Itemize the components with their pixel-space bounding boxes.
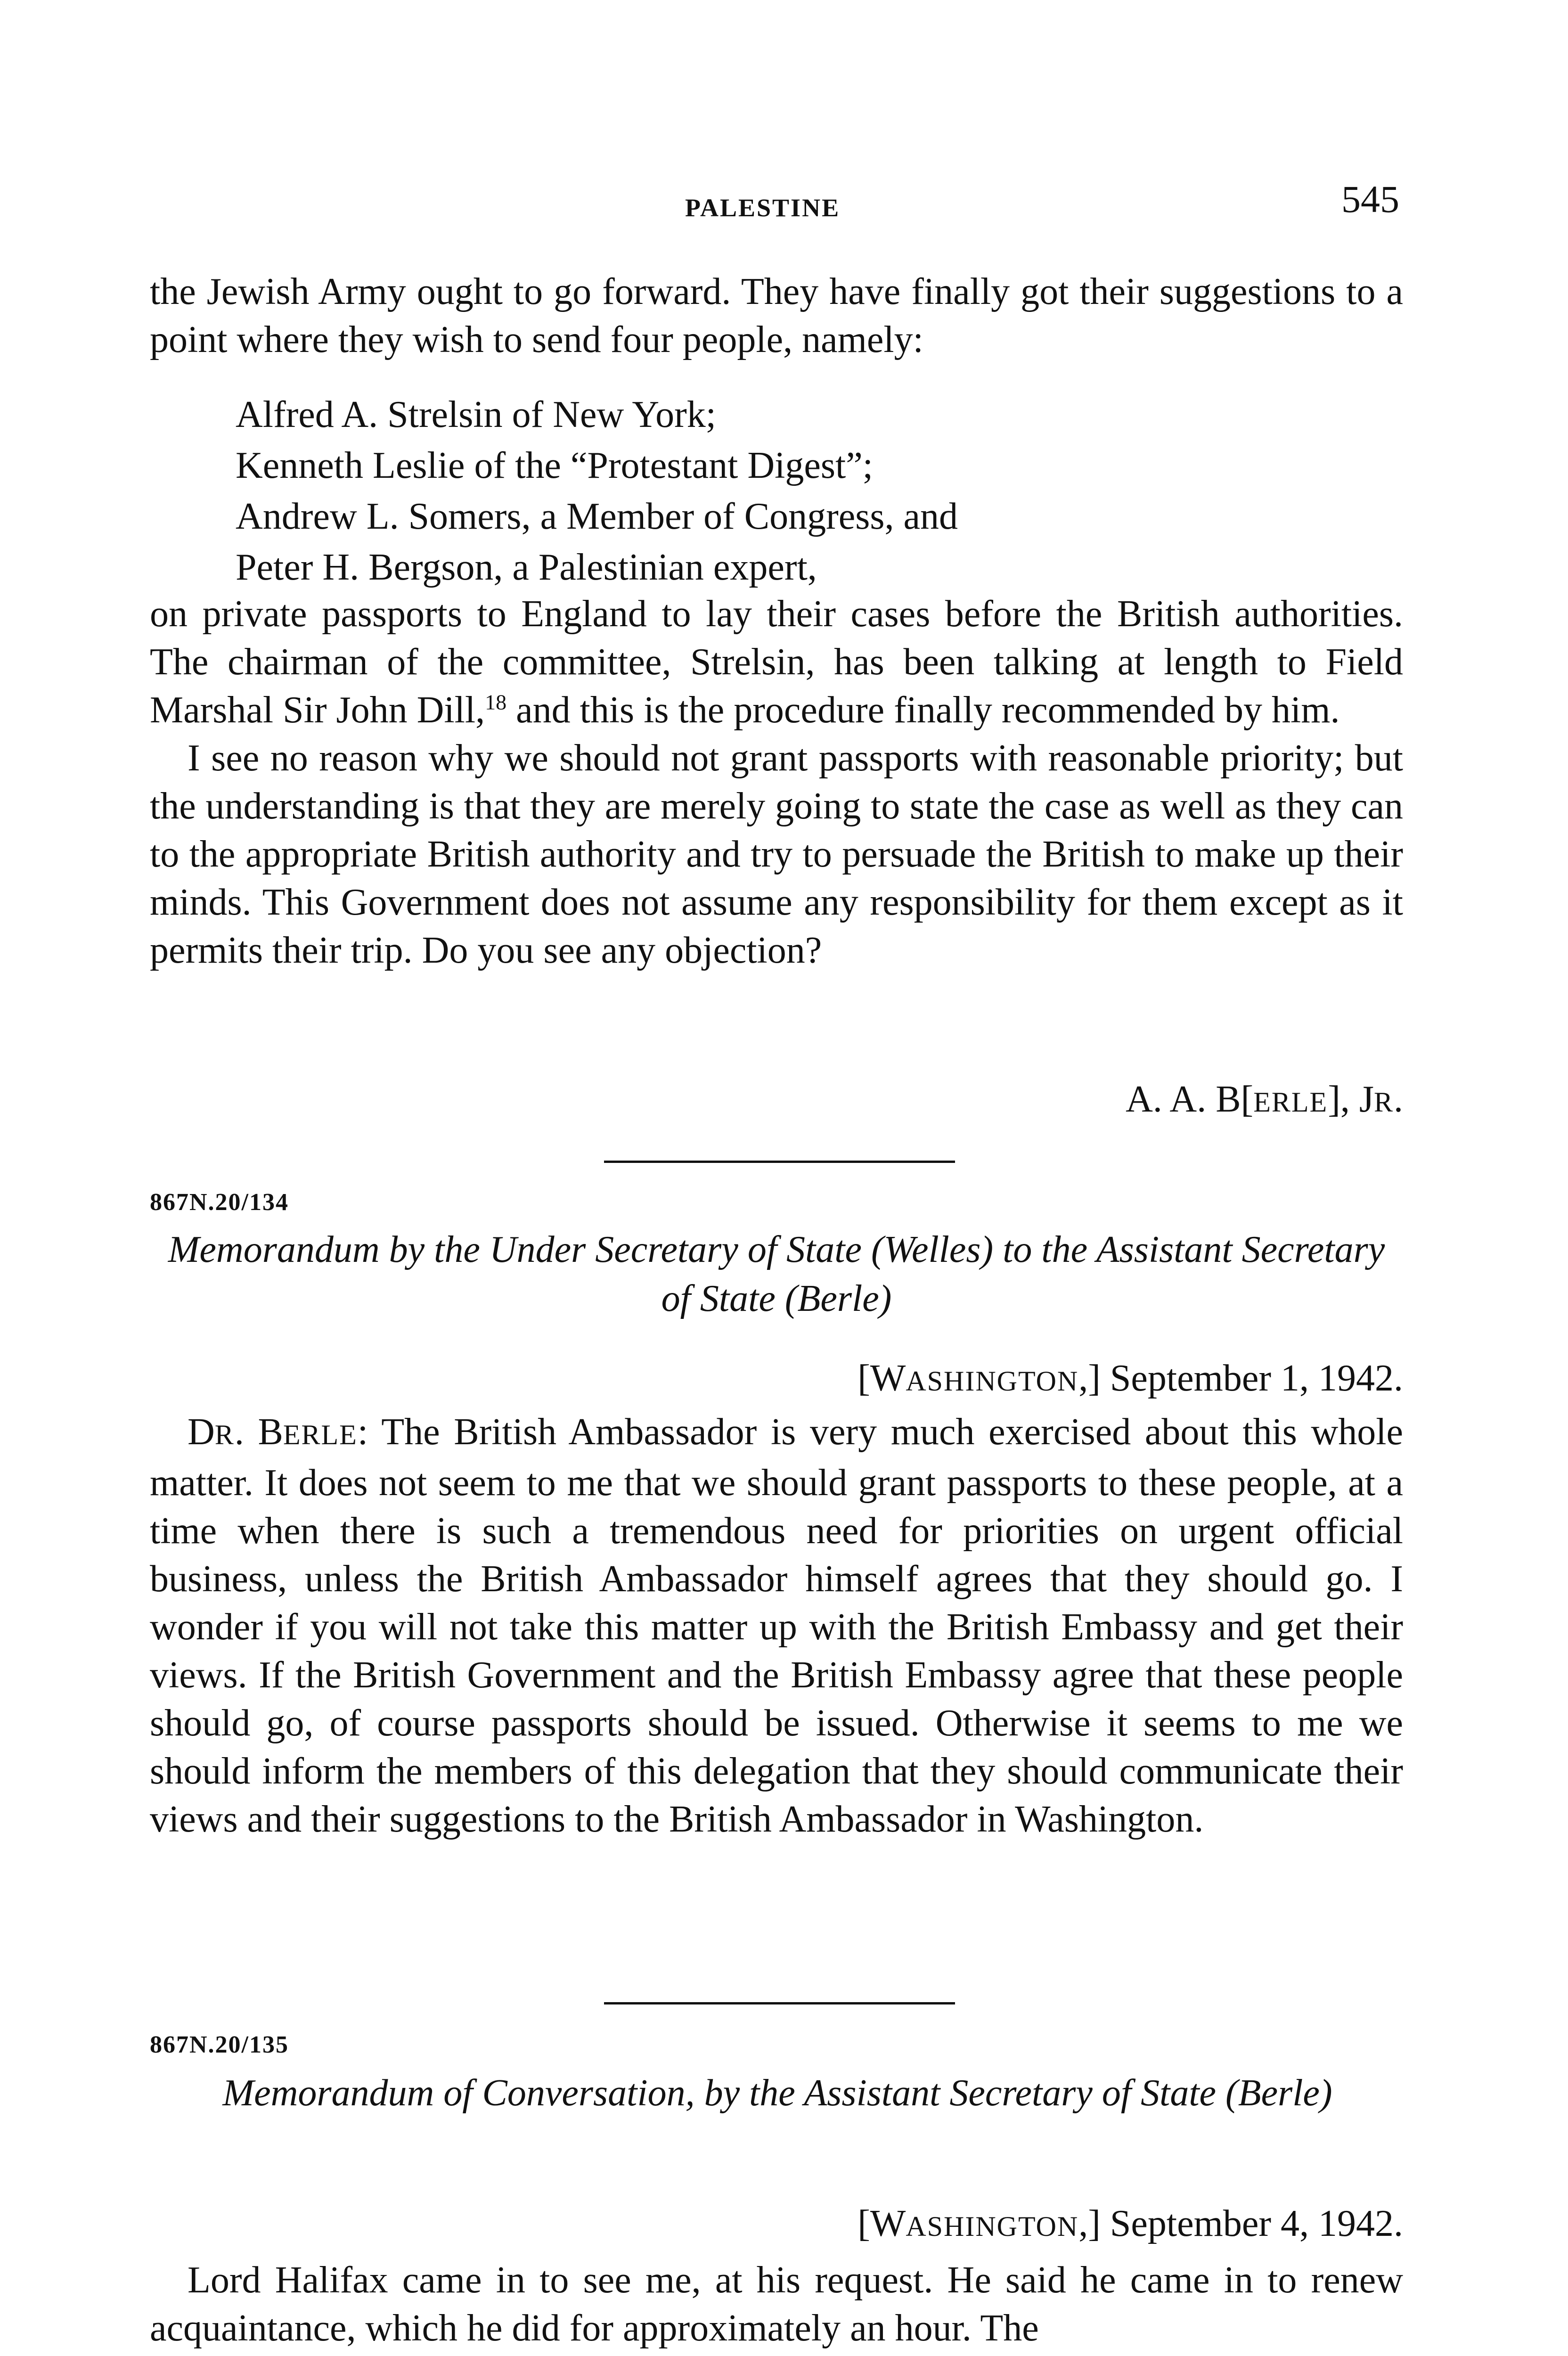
memo-paragraph (150, 1408, 1403, 1843)
salutation-d-sc: R (214, 1419, 235, 1450)
list-item: Peter H. Bergson, a Palestinian expert, (236, 547, 817, 588)
signature-suffix-sc: R (1373, 1087, 1394, 1118)
signature-suffix: ], J (1328, 1079, 1374, 1120)
dateline-date: ,] September 1, 1942. (1078, 1358, 1403, 1399)
signature-surname: ERLE (1253, 1087, 1328, 1118)
intro-paragraph (150, 268, 1403, 364)
memo-body (150, 1408, 1403, 1843)
page-number: 545 (1341, 178, 1399, 221)
delegation-names-list (236, 389, 958, 593)
dateline (858, 1357, 1403, 1400)
continuation-text (150, 590, 1403, 734)
memo-title: Memorandum of Conversation, by the Assistant Secretary of State (Berle) (222, 2072, 1332, 2114)
signature-initials: A. A. B[ (1126, 1079, 1254, 1120)
objection-paragraph: I see no reason why we should not grant passports with reasonable priority; but the understanding is that they are merely going to state the case as well as they can to the appropriate British authority and try to persuade the British to make up their minds. This Government does not assume any responsibility for them except as it permits their trip. Do you see any objection? (150, 737, 1403, 971)
dateline (858, 2202, 1403, 2245)
file-reference: 867N.20/135 (150, 2031, 289, 2058)
dateline-date: ,] September 4, 1942. (1078, 2203, 1403, 2244)
section-divider (604, 1161, 955, 1163)
continuation-text-part1: on private passports to England to lay their cases before the British authorities. The chairman of the committee, Strelsin, has been talking at length to Field Marshal Sir John Dill, (150, 593, 1403, 731)
list-item: Andrew L. Somers, a Member of Congress, and (236, 496, 958, 537)
continuation-text-part2: and this is the procedure finally recommended by him. (506, 689, 1340, 731)
memo-paragraph: Lord Halifax came in to see me, at his request. He said he came in to renew acquaintance, which he did for approximately an hour. The (150, 2259, 1403, 2349)
memo-title: Memorandum by the Under Secretary of State (Welles) to the Assistant Secretary of State (Berle) (168, 1229, 1385, 1319)
memo-body (150, 2256, 1403, 2352)
memo-body-text: The British Ambassador is very much exercised about this whole matter. It does not seem to me that we should grant passports to these people, at a time when there is such a tremendous need for priorities on urgent official business, unless the British Ambassador himself agrees that they should go. I wonder if you will not take this matter up with the British Embassy and get their views. If the British Government and the British Embassy agree that these people should go, of course passports should be issued. Otherwise it seems to me we should inform the members of this delegation that they should communicate their views and their suggestions to the British Ambassador in Washington. (150, 1411, 1404, 1840)
dateline-open: [W (858, 1358, 906, 1399)
list-item: Kenneth Leslie of the “Protestant Digest”; (236, 445, 873, 486)
dateline-place: ASHINGTON (906, 2211, 1079, 2242)
salutation-name: ERLE (283, 1419, 358, 1450)
intro-text: the Jewish Army ought to go forward. They have finally got their suggestions to a point where they wish to send four people, namely: (150, 271, 1403, 360)
salutation-d: D (188, 1411, 215, 1453)
running-head: PALESTINE (685, 194, 841, 222)
section-divider (604, 2002, 955, 2004)
continuation-paragraph (150, 590, 1403, 974)
salutation-end: : (357, 1411, 368, 1453)
signature (1126, 1078, 1403, 1121)
list-item: Alfred A. Strelsin of New York; (236, 394, 716, 435)
dateline-place: ASHINGTON (906, 1366, 1079, 1397)
dateline-open: [W (858, 2203, 906, 2244)
salutation-b: . B (234, 1411, 283, 1453)
file-reference: 867N.20/134 (150, 1189, 289, 1216)
footnote-reference-mark: 18 (485, 690, 507, 714)
signature-end: . (1394, 1079, 1403, 1120)
